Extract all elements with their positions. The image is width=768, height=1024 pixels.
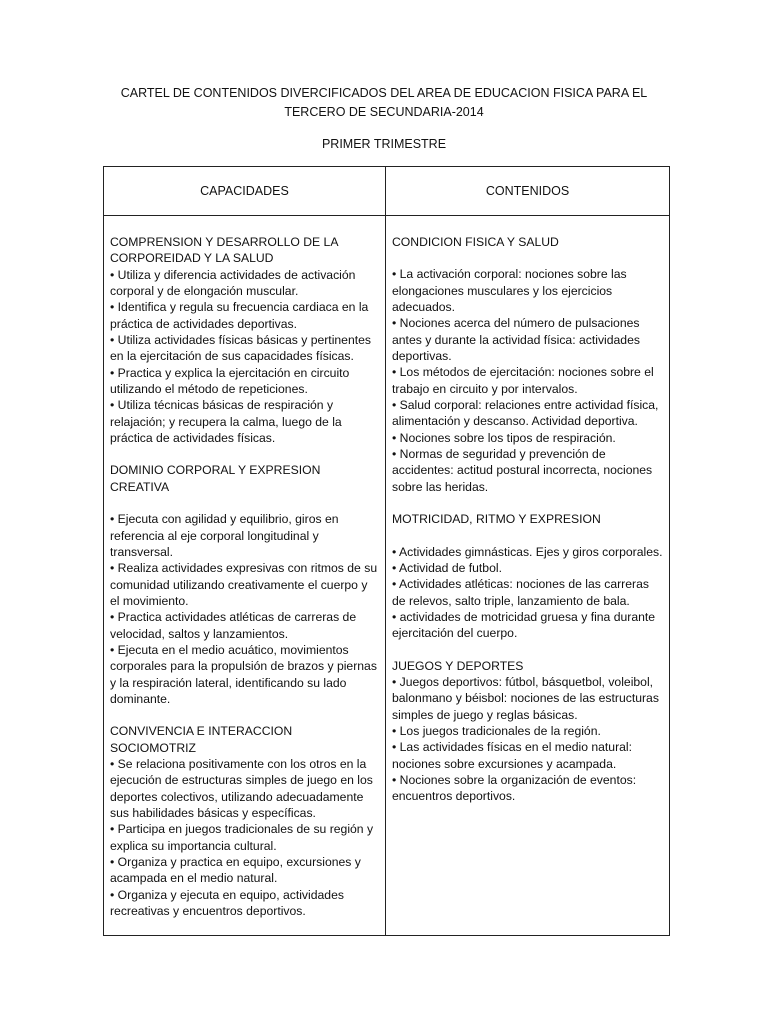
list-item: • Utiliza actividades físicas básicas y pertinentes en la ejercitación de sus capacidades físicas. bbox=[110, 333, 371, 364]
capacidades-cell bbox=[104, 216, 386, 936]
contents-table bbox=[103, 166, 670, 936]
section-title: DOMINIO CORPORAL Y EXPRESION CREATIVA bbox=[110, 463, 321, 494]
section-title: MOTRICIDAD, RITMO Y EXPRESION bbox=[392, 512, 601, 527]
list-item: • Utiliza y diferencia actividades de activación corporal y de elongación muscular. bbox=[110, 267, 356, 299]
list-item: • Nociones sobre la organización de eventos: encuentros deportivos. bbox=[392, 772, 637, 804]
section-title: JUEGOS Y DEPORTES bbox=[392, 658, 524, 673]
list-item: • Utiliza técnicas básicas de respiración y relajación; y recupera la calma, luego de la práctica de actividades físicas. bbox=[110, 398, 342, 446]
list-item: • La activación corporal: nociones sobre las elongaciones musculares y los ejercicios adecuados. bbox=[392, 267, 627, 315]
list-item: • Salud corporal: relaciones entre actividad física, alimentación y descanso. Actividad deportiva. bbox=[392, 398, 659, 429]
list-item: • Organiza y practica en equipo, excursiones y acampada en el medio natural. bbox=[110, 855, 361, 886]
capacidades-section-dominio bbox=[110, 462, 379, 707]
contenidos-section-condicion bbox=[392, 234, 663, 495]
contenidos-section-juegos bbox=[392, 658, 663, 805]
table-body-row bbox=[104, 216, 670, 936]
list-item: • Practica y explica la ejercitación en circuito utilizando el método de repeticiones. bbox=[110, 365, 350, 397]
list-item: • Nociones sobre los tipos de respiración. bbox=[392, 430, 616, 445]
list-item: • Juegos deportivos: fútbol, básquetbol, voleibol, balonmano y béisbol: nociones de las estructuras simples de juego y reglas básicas. bbox=[392, 674, 659, 722]
list-item: • Normas de seguridad y prevención de accidentes: actitud postural incorrecta, nociones sobre las heridas. bbox=[392, 447, 653, 494]
list-item: • Actividades gimnásticas. Ejes y giros corporales. bbox=[392, 544, 663, 559]
list-item: • Ejecuta en el medio acuático, movimientos corporales para la propulsión de brazos y piernas y la respiración lateral, identificando su lado dominante. bbox=[110, 642, 377, 706]
list-item: • Se relaciona positivamente con los otros en la ejecución de estructuras simples de juego en los deportes colectivos, utilizando adecuadamente sus habilidades básicas y específicas. bbox=[110, 756, 373, 820]
document-title: CARTEL DE CONTENIDOS DIVERCIFICADOS DEL AREA DE EDUCACION FISICA PARA EL TERCERO DE SECUNDARIA-2014 bbox=[120, 86, 648, 119]
list-item: • Realiza actividades expresivas con ritmos de su comunidad utilizando creativamente el cuerpo y el movimiento. bbox=[110, 561, 378, 608]
list-item: • Participa en juegos tradicionales de su región y explica su importancia cultural. bbox=[110, 822, 374, 853]
list-item: • Las actividades físicas en el medio natural: nociones sobre excursiones y acampada. bbox=[392, 740, 633, 771]
list-item: • Practica actividades atléticas de carreras de velocidad, saltos y lanzamientos. bbox=[110, 610, 357, 641]
list-item: • Actividad de futbol. bbox=[392, 560, 502, 575]
header-contenidos: CONTENIDOS bbox=[386, 167, 670, 216]
list-item: • Organiza y ejecuta en equipo, actividades recreativas y encuentros deportivos. bbox=[110, 887, 344, 919]
contenidos-section-motricidad bbox=[392, 511, 663, 641]
document-subtitle: PRIMER TRIMESTRE bbox=[321, 137, 447, 151]
header-capacidades: CAPACIDADES bbox=[104, 167, 386, 216]
table-header-row bbox=[104, 167, 670, 216]
section-title: CONVIVENCIA E INTERACCION SOCIOMOTRIZ bbox=[110, 724, 293, 755]
section-title: COMPRENSION Y DESARROLLO DE LA CORPOREIDAD Y LA SALUD bbox=[110, 235, 338, 266]
section-title: CONDICION FISICA Y SALUD bbox=[392, 235, 559, 249]
list-item: • actividades de motricidad gruesa y fina durante ejercitación del cuerpo. bbox=[392, 609, 656, 641]
list-item: • Nociones acerca del número de pulsaciones antes y durante la actividad física: actividades deportivas. bbox=[392, 316, 640, 364]
capacidades-section-convivencia bbox=[110, 723, 379, 919]
contenidos-cell bbox=[386, 216, 670, 936]
list-item: • Identifica y regula su frecuencia cardiaca en la práctica de actividades deportivas. bbox=[110, 300, 369, 331]
capacidades-section-corporeidad bbox=[110, 234, 379, 446]
list-item: • Actividades atléticas: nociones de las carreras de relevos, salto triple, lanzamiento de bala. bbox=[392, 577, 649, 608]
list-item: • Ejecuta con agilidad y equilibrio, giros en referencia al eje corporal longitudinal y transversal. bbox=[110, 512, 339, 559]
list-item: • Los juegos tradicionales de la región. bbox=[392, 723, 601, 738]
list-item: • Los métodos de ejercitación: nociones sobre el trabajo en circuito y por intervalos. bbox=[392, 365, 654, 396]
